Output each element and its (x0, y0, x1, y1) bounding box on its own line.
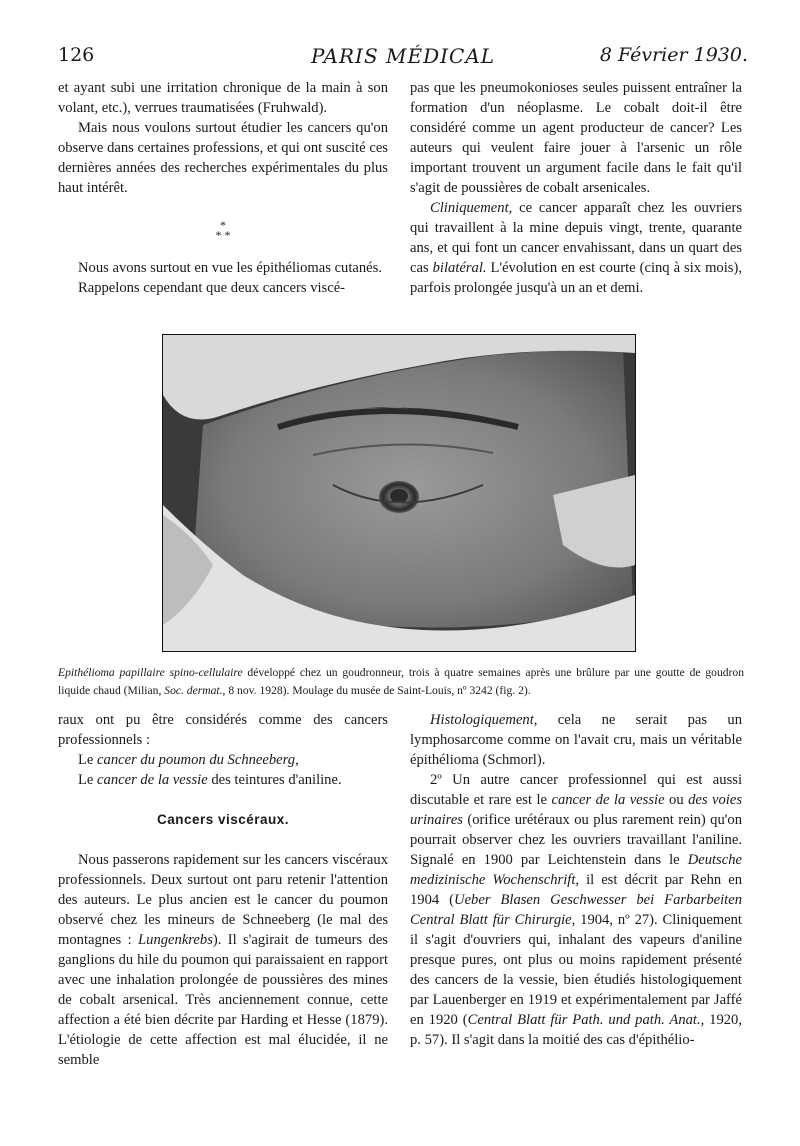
issue-date: 8 Février 1930. (599, 44, 748, 66)
running-header (58, 44, 748, 70)
paragraph: 2º Un autre cancer professionnel qui est aussi discutable et rare est le cancer de la vessie ou des voies urinaires (orifice urétéraux ou plus rarement rein) qu'on pourrait observer chez les ouvriers travaillant l'aniline. Signalé en 1900 par Leichtenstein dans le Deutsche medizinische Wochenschrift, il est décrit par Rehn en 1904 (Ueber Blasen Geschwesser bei Farbarbeiten Central Blatt für Chirurgie, 1904, nº 27). Cliniquement il s'agit d'ouvriers qui, inhalant des vapeurs d'aniline presque pures, ont plus ou moins rapidement présenté des cancers de la vessie, bien étudiés histologiquement par Lauenberger en 1919 et expérimentalement par Jaffé en 1920 (Central Blatt für Path. und path. Anat., 1920, p. 57). Il s'agit dans la moitié des cas d'épithélio- (410, 772, 743, 1048)
paragraph: raux ont pu être considérés comme des cancers professionnels : (58, 712, 388, 748)
lesion-photo (163, 335, 635, 651)
column-top-right (410, 78, 742, 298)
paragraph: Histologiquement, cela ne serait pas un lymphosarcome comme on l'avait cru, mais un véritable épithélioma (Schmorl). (410, 712, 742, 768)
list-item: Le cancer du poumon du Schneeberg, (78, 752, 299, 768)
paragraph: Cliniquement, ce cancer apparaît chez les ouvriers qui travaillent à la mine depuis vingt, trente, quarante ans, et qui font un cancer envahissant, dans un quart des cas bilatéral. L'évolution en est courte (cinq à six mois), parfois prolongée jusqu'à un an et demi. (410, 200, 742, 296)
page-number: 126 (58, 44, 95, 66)
paragraph: pas que les pneumokonioses seules puissent entraîner la formation d'un néoplasme. Le cobalt doit-il être considéré comme un agent producteur de cancer? Les auteurs qui veulent faire jouer à l'arsenic un rôle important trouvent un argument facile dans le fait qu'il s'agit de poussières de cobalt arsenicales. (410, 80, 742, 196)
paragraph: Mais nous voulons surtout étudier les cancers qu'on observe dans certaines professions, et qui ont suscité ces dernières années des recherches expérimentales du plus haut intérêt. (58, 120, 388, 196)
figure-photograph (162, 334, 636, 652)
column-bottom-left (58, 710, 388, 1070)
paragraph: et ayant subi une irritation chronique de la main à son volant, etc.), verrues traumatisées (Fruhwald). (58, 80, 388, 116)
column-bottom-right (410, 710, 742, 1050)
paragraph: Nous passerons rapidement sur les cancers viscéraux professionnels. Deux surtout ont paru retenir l'attention des auteurs. Le plus ancien est le cancer du poumon observé chez les mineurs de Schneeberg (le mal des montagnes : Lungenkrebs). Il s'agirait de tumeurs des ganglions du hile du poumon qui paraissaient en rapport avec une inhalation prolongée de poussières des mines de cobalt arsenical. Très anciennement connue, cette affection a été bien décrite par Harding et Hesse (1879). L'étiologie de cette affection est mal élucidée, il ne semble (58, 852, 388, 1068)
column-top-left (58, 78, 388, 298)
section-heading: Cancers viscéraux. (156, 812, 290, 827)
list-item: Le cancer de la vessie des teintures d'aniline. (78, 772, 342, 788)
journal-title: PARIS MÉDICAL (310, 44, 496, 68)
paragraph: Rappelons cependant que deux cancers viscé- (78, 280, 346, 296)
section-break-asterisks: * * * (215, 218, 231, 242)
paragraph: Nous avons surtout en vue les épithéliomas cutanés. (78, 260, 382, 276)
figure-caption: Epithélioma papillaire spino-cellulaire développé chez un goudronneur, trois à quatre semaines après une brûlure par une goutte de goudron liquide chaud (Milian, Soc. dermat., 8 nov. 1928). Moulage du musée de Saint-Louis, nº 3242 (fig. 2). (58, 666, 744, 697)
